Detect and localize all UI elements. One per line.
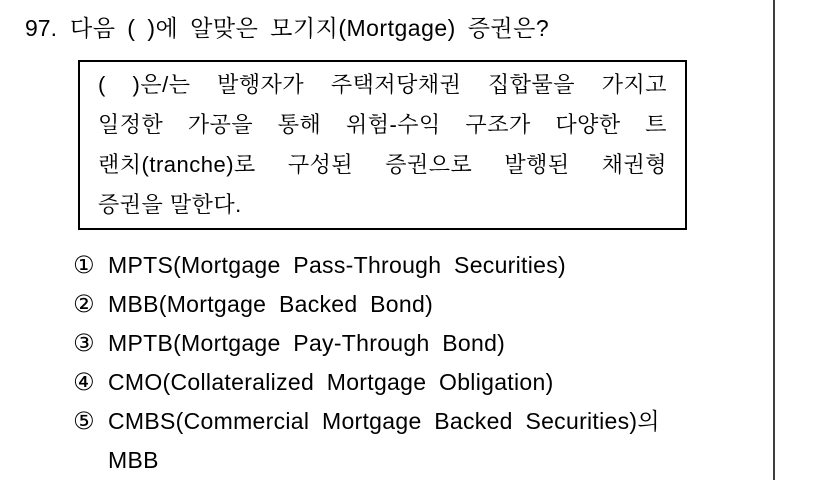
option-3-text: MPTB(Mortgage Pay-Through Bond) (108, 330, 506, 356)
option-5-text-line2: MBB (108, 447, 159, 473)
option-4 (73, 363, 773, 402)
passage-line-4: 증권을 말한다. (98, 192, 242, 217)
question-text: 다음 ( )에 알맞은 모기지(Mortgage) 증권은? (69, 15, 550, 41)
option-1-marker: ① (73, 252, 95, 279)
option-3 (73, 324, 773, 363)
option-1 (73, 246, 773, 285)
passage-line-3: 랜치(tranche)로 구성된 증권으로 발행된 채권형 (98, 152, 667, 177)
passage-line-1: ( )은/는 발행자가 주택저당채권 집합물을 가지고 (98, 72, 667, 97)
passage-line-2: 일정한 가공을 통해 위험-수익 구조가 다양한 트 (98, 112, 667, 137)
option-3-marker: ③ (73, 330, 95, 357)
option-5-marker: ⑤ (73, 408, 95, 435)
option-5-text (108, 402, 660, 480)
option-1-text: MPTS(Mortgage Pass-Through Securities) (108, 252, 566, 278)
option-2-marker: ② (73, 291, 95, 318)
option-4-text: CMO(Collateralized Mortgage Obligation) (108, 369, 554, 395)
column-divider-rule (773, 0, 775, 480)
option-4-marker: ④ (73, 369, 95, 396)
option-2-text: MBB(Mortgage Backed Bond) (108, 291, 434, 317)
option-2 (73, 285, 773, 324)
option-5 (73, 402, 773, 480)
passage-box (78, 60, 687, 230)
option-5-text-line1: CMBS(Commercial Mortgage Backed Securities)의 (108, 408, 660, 434)
options-list (73, 246, 773, 480)
question-number: 97. (25, 15, 57, 41)
question-row (25, 13, 549, 43)
